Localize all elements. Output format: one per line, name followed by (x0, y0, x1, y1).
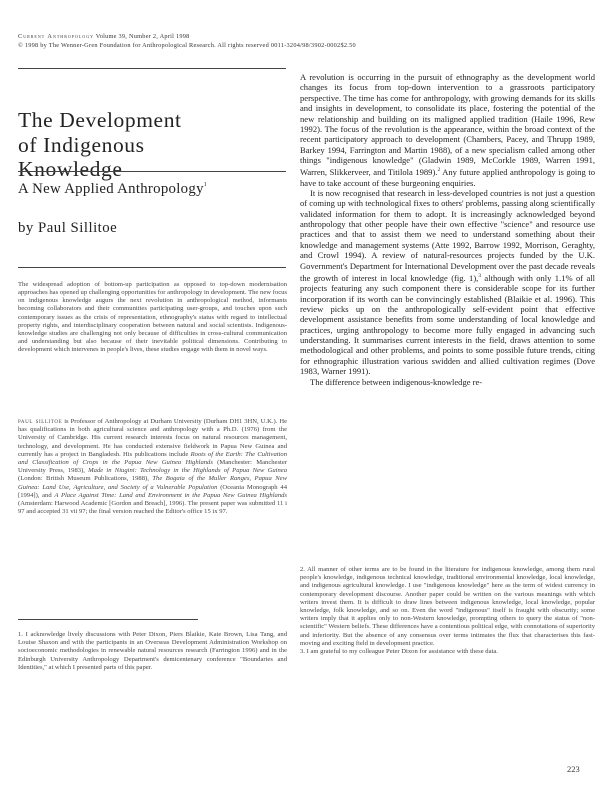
footnote-marker: 2 (437, 167, 441, 174)
footnote-3: 3. I am grateful to my colleague Peter Dixon for assistance with these data. (300, 648, 498, 656)
title-line-1: The Development (18, 108, 182, 132)
footnote-rule (18, 619, 198, 620)
top-rule (18, 68, 286, 69)
bio-work-title: Made in Niugini: Technology in the Highlands of Papua New Guinea (88, 467, 287, 475)
article-subtitle (18, 181, 207, 198)
body-paragraph (300, 72, 595, 188)
article-author: by Paul Sillitoe (18, 220, 118, 236)
issue-info: Volume 39, Number 2, April 1998 (95, 33, 190, 40)
bio-work-title: The Bogaia of the Muller Ranges, Papua New Guinea: Land Use, Agriculture, and Society of a Vulnerable Population (18, 475, 287, 491)
title-rule (18, 171, 286, 172)
footnote-2: 2. All manner of other terms are to be found in the literature for indigenous knowledge, among them rural people's knowledge, indigenous technical knowledge, traditional environmental knowledge, local knowledge, and indigenous agricultural knowledge. I use "indigenous knowledge" here as the term of widest currency in contemporary development discourse. Another paper could be written on the various meanings with which writers invest them. It is difficult to draw lines between indigenous knowledge, local knowledge, popular knowledge, folk knowledge, and so on. Even the word "indigenous" itself is fraught with obscurity; some writers imply that it applies only to non-Western knowledge, prompting others to query the status of "non-scientific" Western beliefs. These differences have a contentious political edge, with connotations of superiority and inferiority. But the absence of any consensus over terms intimates the flux that characterises this fast-moving and exciting field in development practice. (300, 566, 595, 647)
subtitle-footnote-marker: 1 (203, 182, 208, 188)
author-bio (18, 418, 287, 516)
title-line-2: of Indigenous (18, 132, 145, 157)
journal-name: Current Anthropology (18, 33, 94, 40)
bio-work-title: Roots of the Earth: The Cultivation and Classification of Crops in the Papua New Guinea Highlands (18, 450, 287, 467)
subtitle-text: A New Applied Anthropology (18, 181, 204, 197)
body-text (300, 72, 595, 387)
copyright-line: © 1998 by The Wenner-Gren Foundation for Anthropological Research. All rights reserved 0011-3204/98/3902-0002$2.50 (18, 42, 356, 49)
bio-work-title: A Place Against Time: Land and Environment in the Papua New Guinea Highlands (54, 491, 287, 499)
body-text-run: Any future applied anthropology is going to have to take account of these burgeoning enquiries. (300, 167, 595, 188)
title-line-3: Knowledge (18, 157, 123, 181)
bio-text: (Manchester: Manchester University Press, 1983), (18, 459, 287, 475)
page-number: 223 (567, 764, 580, 774)
bio-text: (London: British Museum Publications, 1988), (18, 475, 153, 483)
bio-text: (Amsterdam: Harwood Academic [Gordon and Breach], 1996). The present paper was submitted 11 i 97 and accepted 31 vii 97; the final version reached the Editor's office 15 ix 97. (18, 500, 287, 516)
body-text-run: although with only 1.1% of all projects featuring any such component there is considerable scope for its further incorporation if its worth can be convincingly established (Blaikie et al. 1996). This review picks up on the anthropologically self-evident point that effective development assistance benefits from some understanding of local knowledge and practices, urging anthropology to become more fully engaged in advancing such understanding. It summarises current interests in the field, draws attention to some methodological and other problems, and points to some possible future trends, citing for ethnographic illustration various swidden and allied cultivation regimes (Dove 1983, Warner 1991). (300, 272, 595, 377)
body-paragraph: The difference between indigenous-knowledge re- (310, 376, 483, 387)
footnotes-right (300, 566, 595, 656)
body-text-run: It is now recognised that research in less-developed countries is not just a question of coming up with technological fixes to others' problems, passing along scientifically validated information for them to adopt. It is increasingly acknowledged beyond anthropology that other people have their own effective "science" and resource use practices and that to assist them we need to understand something about their knowledge and management systems (Atte 1992, Barrow 1992, Morrison, Geraghty, and Crowl 1994). A review of natural-resources projects funded by the U.K. Government's Department for International Development over the past decade reveals the growth of interest in local knowledge (fig. 1), (300, 187, 595, 283)
bio-text: is Professor of Anthropology at Durham University (Durham DH1 3HN, U.K.). He has qualifications in both agricultural science and anthropology with a Ph.D. (1976) from the University of Cambridge. His current research interests focus on natural resources management, technology, and development. He has conducted extensive fieldwork in Papua New Guinea and currently has a project in Bangladesh. His publications include (18, 418, 288, 458)
bio-text: (Oceania Monograph 44 [1994]), and (18, 483, 287, 499)
running-header (18, 33, 190, 40)
abstract-rule (18, 267, 286, 268)
author-bio-name: paul sillitoe (18, 418, 63, 425)
footnote-marker: 3 (478, 272, 482, 279)
body-paragraph (300, 188, 595, 377)
abstract: The widespread adoption of bottom-up participation as opposed to top-down modernisation approaches has opened up challenging opportunities for anthropology in development. The new focus on indigenous knowledge augurs the next revolution in anthropological method, informants becoming collaborators and their communities participating user-groups, and touches upon such contemporary issues as the crisis of representation, ethnography's status with regard to intellectual property rights, and interdisciplinary cooperation between natural and social scientists. Indigenous-knowledge studies are challenging not only because of difficulties in cross-cultural communication and understanding but also because of their inevitable political dimensions. Contributing to development which intervenes in people's lives, these studies engage with them in novel ways. (18, 281, 287, 354)
footnote-1: 1. I acknowledge lively discussions with Peter Dixon, Piers Blaikie, Kate Brown, Lisa Tang, and Louise Shaxon and with the participants in an Overseas Development Administration Workshop on socioeconomic methodologies in renewable natural resources research (Farrington 1996) and in the Edinburgh University Anthropology Department's demicentenary conference "Boundaries and Identities," at which I presented parts of this paper. (18, 631, 287, 671)
body-text-run: A revolution is occurring in the pursuit of ethnography as the development world changes its focus from top-down intervention to a grassroots participatory perspective. The time has come for anthropology, with growing demands for its skills and insights in development, to consolidate its place, fostering the potential of the new relationship and building on its maligned applied tradition (Haile 1996, Rew 1992). The focus of the revolution is the appearance, within the broad context of the recent participatory approach to development (Chambers, Pacey, and Thrupp 1989, Barkey 1994, Farrington and Martin 1988), of a new specialism called among other things "indigenous knowledge" (Gladwin 1989, McCorkle 1989, Warren 1991, Warren, Slikkerveer, and Titilola 1989). (300, 72, 595, 178)
